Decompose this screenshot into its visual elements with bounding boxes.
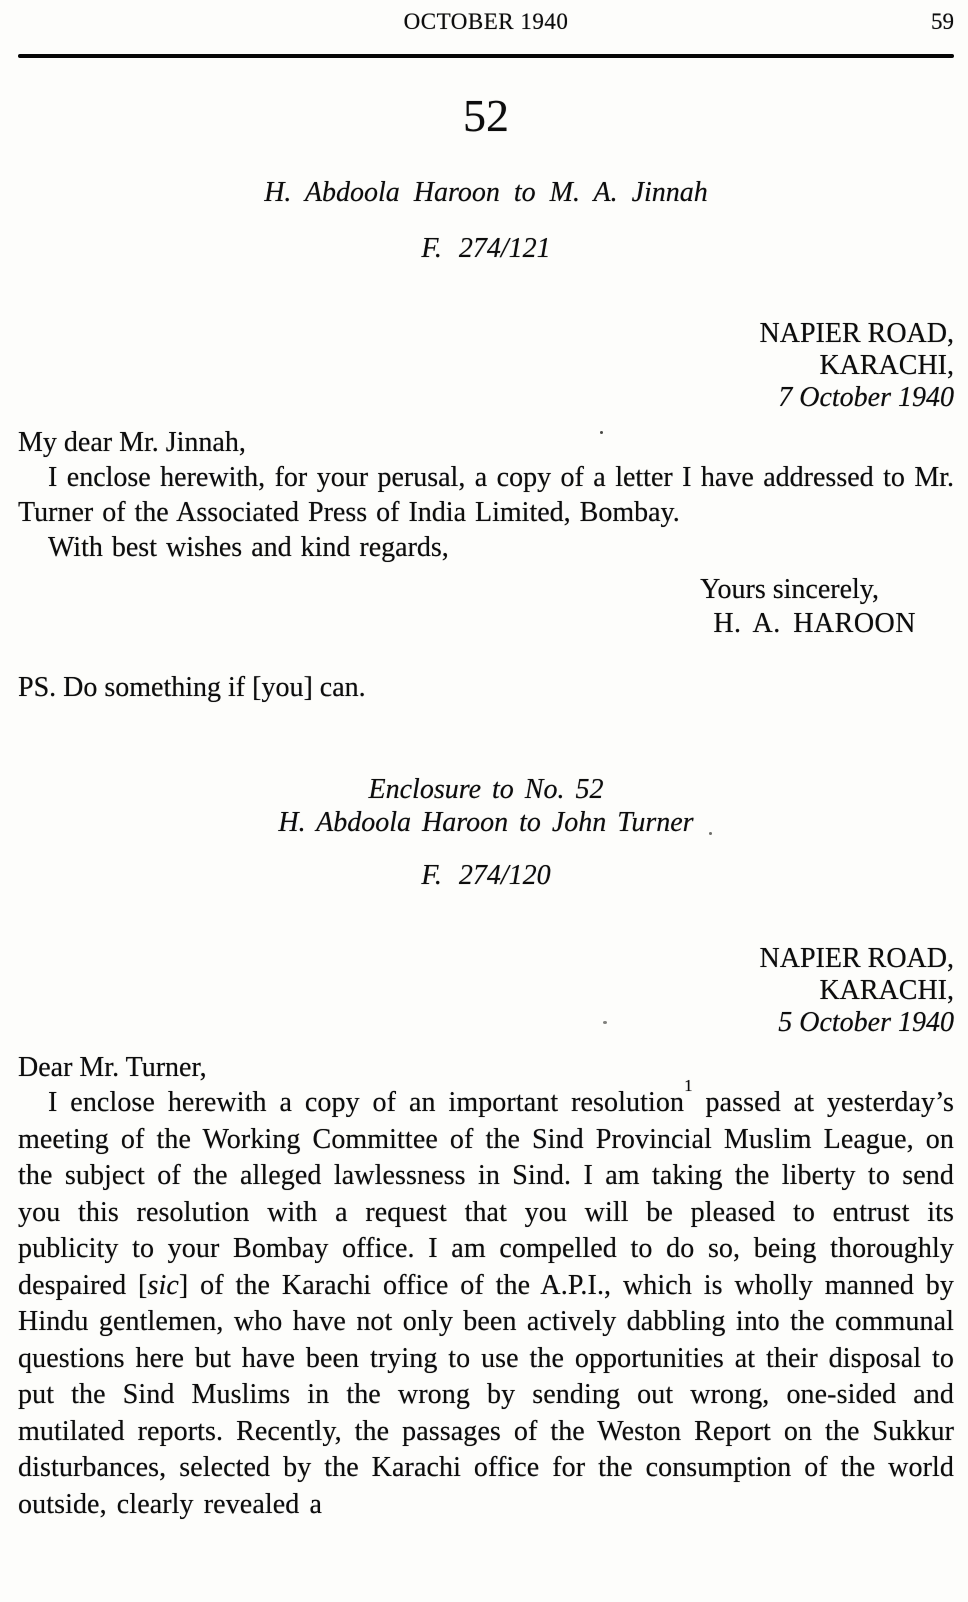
body-text-segment: I enclose herewith a copy of an important resolution xyxy=(48,1087,685,1118)
address-line: KARACHI, xyxy=(819,975,954,1006)
salutation-2: Dear Mr. Turner, xyxy=(18,1052,207,1083)
scan-speckle xyxy=(709,832,712,835)
address-line: NAPIER ROAD, xyxy=(759,943,954,974)
address-line: KARACHI, xyxy=(819,350,954,381)
signoff-block xyxy=(18,573,954,641)
letter-date-2: 5 October 1940 xyxy=(778,1007,954,1038)
file-reference-2: F. 274/120 xyxy=(421,860,551,891)
footnote-marker: 1 xyxy=(684,1075,693,1095)
letter1-paragraph-2: With best wishes and kind regards, xyxy=(48,532,449,563)
running-head xyxy=(18,10,954,36)
signature-name: H. A. HAROON xyxy=(713,608,916,639)
address-block-1 xyxy=(18,318,954,414)
document-number: 52 xyxy=(463,90,509,141)
document-title: H. Abdoola Haroon to M. A. Jinnah xyxy=(264,177,708,208)
enclosure-title-line-2: H. Abdoola Haroon to John Turner xyxy=(278,807,694,838)
address-block-2 xyxy=(18,943,954,1039)
scan-speckle xyxy=(603,1021,607,1024)
page-number: 59 xyxy=(931,9,954,34)
enclosure-title xyxy=(18,773,954,839)
closing-line: Yours sincerely, xyxy=(700,574,879,605)
header-rule xyxy=(18,54,954,58)
address-line: NAPIER ROAD, xyxy=(759,318,954,349)
letter-date-1: 7 October 1940 xyxy=(778,382,954,413)
running-title: OCTOBER 1940 xyxy=(403,9,569,34)
scan-speckle xyxy=(600,431,603,434)
enclosure-title-line-1: Enclosure to No. 52 xyxy=(368,774,604,805)
body-text-segment: ] of the Karachi office of the A.P.I., which is wholly manned by Hindu gentlemen, who have not only been actively dabbling into the communal questions here but have been trying to use the opportunities at their disposal to put the Sind Muslims in the wrong by sending out wrong, one-sided and mutilated reports. Recently, the passages of the Weston Report on the Sukkur disturbances, selected by the Karachi office for the consumption of the world outside, clearly revealed a xyxy=(18,1269,954,1520)
body-text-segment: passed at yesterday’s meeting of the Working Committee of the Sind Provincial Muslim League, on the subject of the alleged lawlessness in Sind. I am taking the liberty to send you this resolution with a request that you will be pleased to entrust its publicity to your Bombay office. I am compelled to do so, being thoroughly despaired [ xyxy=(18,1087,955,1301)
enclosure-body-paragraph xyxy=(18,1075,955,1523)
file-reference-1: F. 274/121 xyxy=(421,233,551,264)
postscript: PS. Do something if [you] can. xyxy=(18,672,366,703)
salutation-1: My dear Mr. Jinnah, xyxy=(18,427,246,458)
sic-annotation: sic xyxy=(147,1269,179,1301)
letter1-paragraph-1: I enclose herewith, for your perusal, a copy of a letter I have addressed to Mr. Turner of the Associated Press of India Limited, Bombay. xyxy=(18,462,954,528)
